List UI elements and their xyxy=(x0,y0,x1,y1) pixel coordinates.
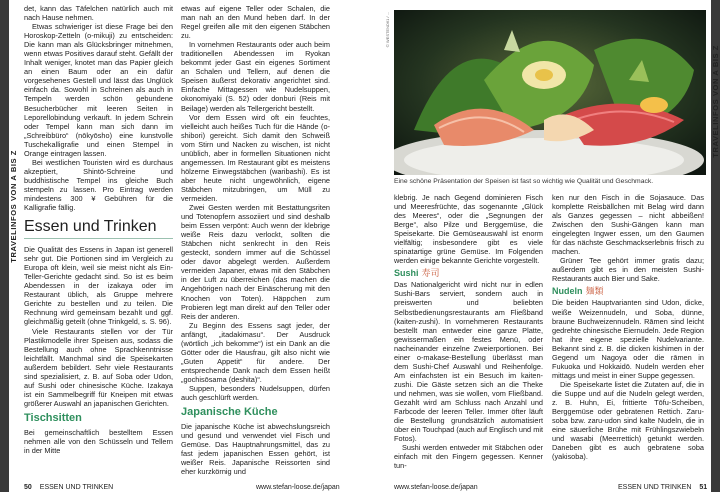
paragraph: Sushi werden entweder mit Stäbchen oder einfach mit den Fingern gegessen. Kenner tun- xyxy=(394,443,543,471)
paragraph: Etwas schwieriger ist diese Frage bei den Horoskop-Zetteln (o-mikuji) zu entscheiden: Die kann man als Glücksbringer mitnehmen, wenn etwas Positives darauf steht. Gefällt der Inhalt weniger, knotet man das Papier gleich an einen Baum oder an ein dafür vorgesehenes Gestell und lässt das Unglück einfach da. Sowohl in Schreinen als auch in Tempeln werden schön gebundene Besucherbücher mit leeren Seiten in Leporellobindung verkauft. In jedem Schrein oder Tempel kann man sich dann im „Schreibbüro“ (nōkyōsho) eine kunstvolle Tuschekalligrafie und einen Stempel in Orange eintragen lassen. xyxy=(24,22,173,158)
paragraph: Zu Beginn des Essens sagt jeder, der anfängt, „itadakimasu“. Der Ausdruck (wörtlich „ich bekomme“) ist ein Dank an die Götter oder die Hausfrau, gilt also nicht wie „Guten Appetit“ für andere. Der entsprechende Dank nach dem Essen heißt „gochisōsama (deshita)“. xyxy=(181,320,330,384)
paragraph: Vor dem Essen wird oft ein feuchtes, vielleicht auch heißes Tuch für die Hände (o-shibori) gereicht. Sich damit den Schweiß vom Stirn und Nacken zu wischen, ist nicht unüblich, aber in formellen Situationen nicht angemessen. Im Restaurant gibt es meistens hölzerne Einwegstäbchen (waribashi). Es ist aber heute nicht ungewöhnlich, eigene Stäbchen mitzubringen, um Müll zu vermeiden. xyxy=(181,112,330,203)
paragraph: det, kann das Täfelchen natürlich auch mit nach Hause nehmen. xyxy=(24,4,173,23)
right-side-tab-label: TRAVELINFOS VON A BIS Z xyxy=(711,45,720,158)
paragraph: ken nur den Fisch in die Sojasauce. Das komplette Reisbällchen mit Belag wird dann als Ganzes gegessen – nicht abbeißen! Zwischen den Sushi-Gängen kann man eingelegten Ingwer essen, um den Gaumen für das nächste Geschmackserlebnis frisch zu machen. xyxy=(552,193,704,257)
paragraph: Die Speisekarte listet die Zutaten auf, die in die Suppe und auf die Nudeln gelegt werden, z. B. Huhn, Ei, frittierte Tōfu-Scheiben, Berggemüse oder gebratenen Rettich. Zaru-soba bzw. zaru-udon sind kalte Nudeln, die in eine säuerliche Brühe mit Frühlingszwiebeln und wasabi (Meerrettich) getunkt werden. Daneben gibt es auch gebratene soba (yakisoba). xyxy=(552,379,704,462)
paragraph: Grüner Tee gehört immer gratis dazu; außerdem gibt es in den meisten Sushi-Restaurants auch Bier und Sake. xyxy=(552,256,704,284)
photo-credit: © WESTEND61 / ... xyxy=(385,12,390,48)
section-heading-essen-und-trinken: Essen und Trinken xyxy=(24,218,173,239)
sashimi-illustration xyxy=(394,10,706,175)
left-side-tab xyxy=(0,0,9,492)
right-footer-section: ESSEN UND TRINKEN xyxy=(618,484,692,491)
paragraph: Suppen, besonders Nudelsuppen, dürfen auch geschlürft werden. xyxy=(181,383,330,403)
left-page-number: 50 xyxy=(24,484,32,491)
right-column-1 xyxy=(394,193,543,470)
subheading-sushi-text: Sushi xyxy=(394,268,419,279)
left-side-tab-label: TRAVELINFOS VON A BIS Z xyxy=(9,150,18,263)
paragraph: Die Qualität des Essens in Japan ist generell sehr gut. Die Portionen sind im Vergleich zu Europa oft klein, weil sie meist nicht als Ein-Teller-Gerichte gedacht sind. So ist es beim Abendessen in der izakaya oder im Restaurant üblich, als Gruppe mehrere Gerichte zu bestellen und zu teilen. Die Rechnung wird gemeinsam bezahlt und ggf. gleichmäßig geteilt (ohne Trinkgeld, s. S. 96). xyxy=(24,245,173,327)
left-column-1 xyxy=(24,4,173,455)
right-footer xyxy=(618,484,707,491)
subheading-sushi xyxy=(394,268,543,279)
paragraph: etwas auf eigene Teller oder Schalen, die man nah an den Mund heben darf. In der Regel greifen alle mit den eigenen Stäbchen zu. xyxy=(181,4,330,41)
subheading-nudeln-text: Nudeln xyxy=(552,286,583,297)
subheading-japanische-kueche: Japanische Küche xyxy=(181,406,278,419)
paragraph: klebrig. Je nach Gegend dominieren Fisch und Meeresfrüchte, das sogenannte „Glück des Meeres“, oder die „Segnungen der Berge“, also Pilze und Berggemüse, die Speisekarte. Die Gemüseauswahl ist enorm vielfältig; insbesondere gibt es viele spinatartige grüne Gemüse. Im Folgenden werden einige bekannte Gerichte vorgestellt. xyxy=(394,193,543,266)
left-footer-url: www.stefan-loose.de/japan xyxy=(256,484,340,491)
right-column-2 xyxy=(552,193,704,461)
paragraph: Viele Restaurants stellen vor der Tür Plastikmodelle ihrer Speisen aus, sodass die Bestellung auch ohne Sprachkenntnisse leichtfällt. Manchmal sind die Speisekarten außerdem bebildert. Sehr viele Restaurants sind spezialisiert, z. B. auf Soba oder Udon, auf Sushi oder chinesische Küche. Izakaya ist ein Sammelbegriff für Kneipen mit etwas größerer Auswahl an japanischen Gerichten. xyxy=(24,326,173,408)
paragraph: In vornehmen Restaurants oder auch beim traditionellen Abendessen im Ryokan bekommt jeder Gast ein eigenes Sortiment an Schalen und Tellern, auf denen die Speisen äußerst dekorativ angerichtet sind. Einfache Mittagessen wie Nudelsuppen, okonomiyaki (S. 52) oder donburi (Reis mit Beilage) werden als Tellergericht bestellt. xyxy=(181,40,330,113)
paragraph: Die japanische Küche ist abwechslungsreich und gesund und verwendet viel Fisch und Gemüse. Das Hauptnahrungsmittel, das zu fast jedem japanischen Essen gehört, ist weißer Reis. Japanische Reissorten sind eher kurzkörnig und xyxy=(181,422,330,477)
subheading-sushi-japanese: 寿司 xyxy=(421,268,440,279)
paragraph: Die beiden Hauptvarianten sind Udon, dicke, weiße Weizennudeln, und Soba, dünne, braune Buchweizennudeln. Rāmen sind leicht gedrehte chinesische Eiernudeln. Jede Region hat ihre eigene spezielle Nudelvariante. Bekannt sind z. B. die dicken kishimen in der Gegend um Nagoya oder die rāmen in Fukuoka und Hokkaidō. Nudeln werden eher mittags und meist in einer Suppe gegessen. xyxy=(552,298,704,380)
sashimi-photo xyxy=(394,10,706,175)
left-footer-section: ESSEN UND TRINKEN xyxy=(39,484,114,491)
left-column-2 xyxy=(181,4,330,476)
paragraph: Das Nationalgericht wird nicht nur in edlen Sushi-Bars serviert, sondern auch in preiswerten und beliebten Selbstbedienungsrestaurants am Fließband (kaiten-zushi). In vornehmeren Restaurants bestellt man entweder eine ganze Platte, gewissermaßen ein festes Menü, oder nacheinander einzelne Zweierportionen. Bei einer o-makase-Bestellung überlässt man dem Sushi-Chef Auswahl und Reihenfolge. Am einfachsten ist ein Besuch im kaiten-zushi. Die Gäste setzen sich an die Theke und nehmen, was sie wollen, vom Fließband. Gezahlt wird am Schluss nach Anzahl und Farbcode der leeren Teller. Immer öfter läuft die Bestellung grundsätzlich automatisiert über ein Touchpad (auch auf Englisch und mit Fotos). xyxy=(394,280,543,444)
subheading-nudeln-japanese: 麺類 xyxy=(585,286,604,297)
paragraph: Bei westlichen Touristen wird es durchaus akzeptiert, Shintō-Schreine und buddhistische Tempel ins gleiche Buch stempeln zu lassen. Pro Eintrag werden mindestens 300 ¥ Gebühren für die Kalligrafie fällig. xyxy=(24,157,173,213)
right-page-number: 51 xyxy=(699,484,708,491)
left-footer xyxy=(24,484,113,491)
right-footer-url: www.stefan-loose.de/japan xyxy=(394,484,478,491)
subheading-nudeln xyxy=(552,286,704,297)
subheading-tischsitten: Tischsitten xyxy=(24,411,82,424)
paragraph: Bei gemeinschaftlich bestelltem Essen nehmen alle von den Schüsseln und Tellern in der Mitte xyxy=(24,427,173,456)
photo-caption: Eine schöne Präsentation der Speisen ist fast so wichtig wie Qualität und Geschmack. xyxy=(394,178,654,185)
paragraph: Zwei Gesten werden mit Bestattungsriten und Totenopfern assoziiert und sind deshalb beim Essen verpönt: Auch wenn der klebrige weiße Reis dazu verlockt, sollten die Stäbchen nicht senkrecht in den Reis gesteckt, sondern immer auf die Schüssel oder davor abgelegt werden. Außerdem vermeiden Japaner, etwas mit den Stäbchen in der Luft zu überreichen (das machen die Angehörigen nach der Einäscherung mit den Knochen von Toten). Häppchen zum Probieren legt man direkt auf den Teller oder Reis der anderen. xyxy=(181,203,330,321)
